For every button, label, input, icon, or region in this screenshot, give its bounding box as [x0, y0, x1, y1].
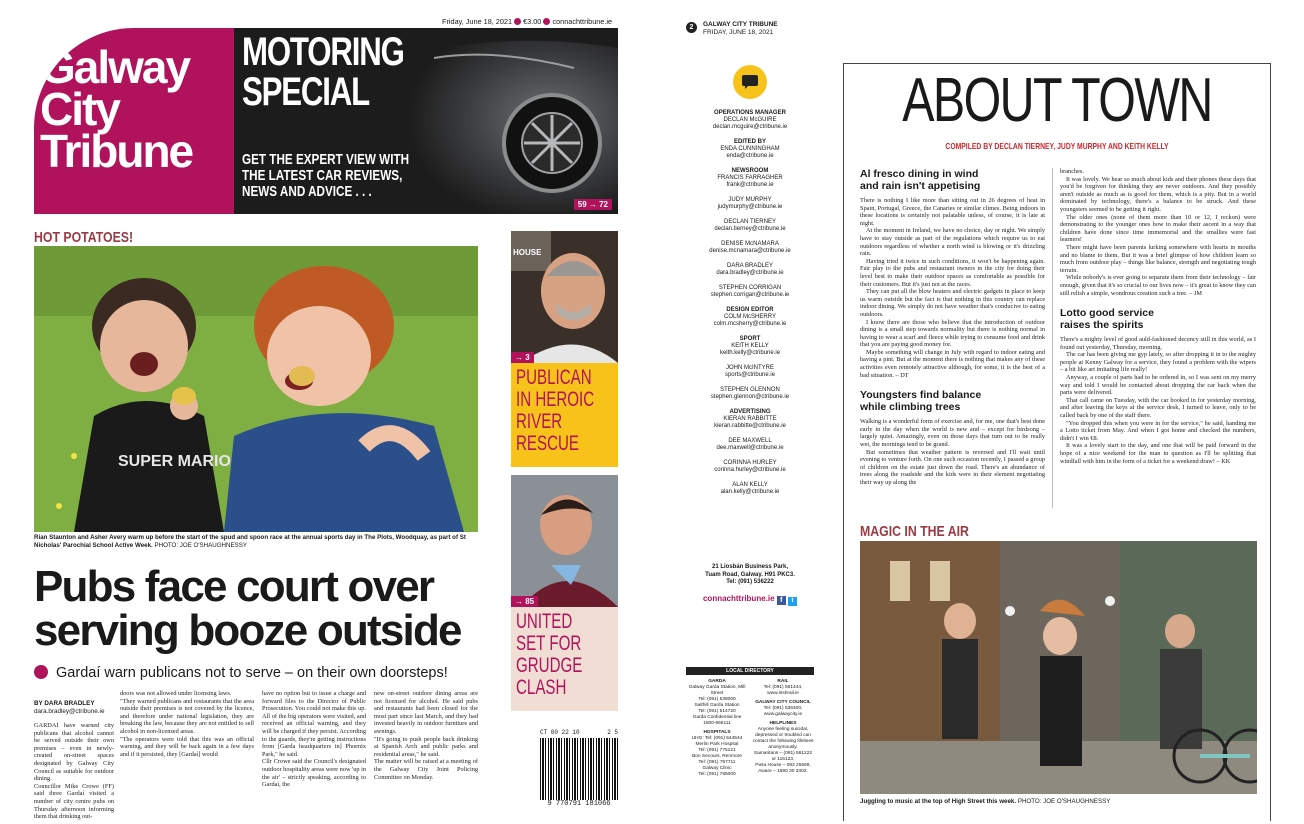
about-town-title: ABOUT TOWN — [902, 66, 1212, 135]
staff-email[interactable]: corinna.hurley@ctribune.ie — [714, 467, 786, 473]
staff-name: STEPHEN CORRIGAN — [718, 285, 782, 291]
staff-name: JUDY MURPHY — [728, 197, 772, 203]
staff-entry — [686, 460, 814, 474]
magic-caption: Juggling to music at the top of High Street this week. PHOTO: JOE O'SHAUGHNESSY — [860, 798, 1111, 805]
banner-title-line: SPECIAL — [242, 70, 370, 114]
staff-name: ENDA CUNNINGHAM — [720, 146, 780, 152]
staff-email[interactable]: denise.mcnamara@ctribune.ie — [709, 248, 791, 254]
lead-headline[interactable]: Pubs face court over serving booze outside — [34, 562, 461, 655]
staff-entry — [686, 365, 814, 379]
staff-email[interactable]: enda@ctribune.ie — [726, 153, 774, 159]
staff-entry — [686, 139, 814, 160]
staff-name: KEITH KELLY — [731, 343, 769, 349]
staff-title: DESIGN EDITOR — [726, 307, 774, 313]
banner-page-ref: 59 → 72 — [574, 199, 612, 210]
teaser-page-ref: → 85 — [511, 596, 538, 607]
masthead — [34, 28, 234, 214]
staff-entry — [686, 241, 814, 255]
staff-email[interactable]: judymurphy@ctribune.ie — [717, 204, 783, 210]
staff-name: STEPHEN GLENNON — [720, 387, 780, 393]
staff-list — [686, 110, 814, 504]
shirt-text: SUPER MARIO — [118, 453, 231, 470]
staff-name: DECLAN McGUIRE — [723, 117, 777, 123]
twitter-icon[interactable]: t — [788, 597, 797, 606]
lead-col-3: have no option but to issue a charge and forward files to the Director of Public Prosecution. You could not make this up. All of the big operators were visited, and received an official warning, and they will be charged if they persist. According to the guards, they're getting instructions from [Garda headquarters in] Phoenix Park," he said. Cllr Crowe said the Council's designated outdoor hospitality areas were now 'up in the air' – strictly speaking, according to Gardaí, the — [262, 690, 366, 789]
lead-col-2: doors was not allowed under licensing laws. "They warned publicans and restaurants that the area outside their premises is not covered by the licence, and therefore under national legislation, they are breaking the law, because they are not entitled to sell alcohol in non-licensed areas. "The operators were told that this was an official warning, and they will be back again in a few days and if it persisted, they [Gardaí] would — [120, 690, 254, 758]
staff-email[interactable]: alan.kelly@ctribune.ie — [720, 489, 780, 495]
teaser-photo — [511, 231, 618, 363]
banner-sub-line: NEWS AND ADVICE . . . — [242, 183, 372, 200]
staff-name: DENISE McNAMARA — [721, 241, 779, 247]
staff-name: DECLAN TIERNEY — [724, 219, 776, 225]
item-headline: Lotto good service raises the spirits — [1060, 307, 1154, 332]
teaser-photo — [511, 475, 618, 607]
lead-col-1: GARDAÍ have warned city publicans that alcohol cannot be served outside their own premises – even in newly-created on-street spaces designated by Galway City Council as suitable for outdoor dining. Councillor Mike Crowe (FF) said three Gardaí visited a number of city centre pubs on Thursday afternoon informing them that drinking out- — [34, 722, 114, 821]
staff-email[interactable]: frank@ctribune.ie — [726, 182, 774, 188]
lead-standfirst: Gardaí warn publicans not to serve – on their own doorsteps! — [34, 664, 504, 682]
compiled-by: COMPILED BY DECLAN TIERNEY, JUDY MURPHY AND KEITH KELLY — [945, 141, 1169, 151]
staff-name: ALAN KELLY — [732, 482, 768, 488]
masthead-word: City — [40, 83, 119, 135]
staff-email[interactable]: kieran.rabbitte@ctribune.ie — [714, 423, 786, 429]
item-headline: Youngsters find balance while climbing trees — [860, 389, 982, 414]
staff-entry — [686, 438, 814, 452]
page-number: 2 — [686, 22, 697, 33]
staff-name: COLM McSHERRY — [724, 314, 776, 320]
site-link[interactable]: connachttribune.ie f t — [686, 594, 814, 606]
bullet-dot-icon — [34, 665, 48, 679]
staff-email[interactable]: dee.maxwell@ctribune.ie — [716, 445, 784, 451]
staff-email[interactable]: dara.bradley@ctribune.ie — [716, 270, 784, 276]
folio: GALWAY CITY TRIBUNE FRIDAY, JUNE 18, 2021 — [703, 21, 778, 36]
address: 21 Liosbán Business Park, Tuam Road, Galway. H91 PKC3. Tel: (091) 536222 — [705, 564, 795, 585]
banner-sub-line: GET THE EXPERT VIEW WITH — [242, 151, 410, 168]
barcode-bars — [540, 738, 618, 800]
staff-name: JOHN McINTYRE — [726, 365, 774, 371]
facebook-icon[interactable]: f — [777, 596, 786, 605]
magic-photo[interactable] — [860, 541, 1257, 794]
staff-entry — [686, 336, 814, 357]
bullet-dot-icon — [543, 18, 550, 25]
motoring-banner[interactable] — [234, 28, 618, 214]
staff-email[interactable]: sports@ctribune.ie — [724, 372, 776, 378]
pub-sign-text: HOUSE — [513, 248, 542, 257]
bullet-dot-icon — [514, 18, 521, 25]
staff-entry — [686, 110, 814, 131]
item-headline: Al fresco dining in wind and rain isn't appetising — [860, 168, 981, 192]
staff-title: SPORT — [739, 336, 761, 342]
staff-email[interactable]: stephen.glennon@ctribune.ie — [710, 394, 790, 400]
staff-entry — [686, 285, 814, 299]
dateline: Friday, June 18, 2021 €3.00 connachttribune.ie — [442, 17, 613, 26]
directory-right: RAIL Tel: (091) 561444, www.irishrail.ie GALWAY CITY COUNCIL Tel: (091) 536400, www.galwaycity.ie HELPLINES Anyone feeling suicidal, depressed or troubled can contact the following lifelines anonymously. Samaritans – (091) 561222 or 116123, Pieta House – 083 25599, Aware – 1890 30 3302. — [752, 679, 814, 774]
staff-entry — [686, 168, 814, 189]
barcode: CT 00 22 10 2 5 9 770791 181066 — [540, 729, 618, 808]
staff-title: ADVERTISING — [729, 409, 771, 415]
teaser-headline: UNITED SET FOR GRUDGE CLASH — [511, 607, 618, 711]
staff-entry — [686, 387, 814, 401]
hot-potatoes-caption: Rian Staunton and Asher Avery warm up before the start of the spud and spoon race at the annual sports day in The Plots, Woodquay, as part of St Nicholas' Parochial School Active Week. PHOTO: JOE O'SHAUGHNESSY — [34, 534, 466, 549]
about-col-2: branches. It was lovely. We hear so much about kids and their phones these days that you'd be forgiven for thinking they are never outdoors. And they possibly aren't outside as much as is good for them, which is a pity. But in a world dominated by technology, there's a balance to be struck. And these youngsters seemed to be getting it right. The older ones (none of them more than 10 or 12, I reckon) were demonstrating to the younger ones how to make their ascent in a way that children have done since time immemorial and the smallies were fast learners! There might have been parents lurking somewhere with hearts in mouths and no blame to them. But it was a brief glimpse of how children learn so much from outdoor play – things like balance, strength and negotiating tough terrain. While nobody's is ever going to separate them from their technology – fair enough, given that it's so crucial to our lives now – it's great to know they can still relish a simple, wondrous creation such a tree. – JM Lotto good service raises the spirits There's a mighty level of good auld-fashioned decency still in this world, as I found out yesterday, Thursday, morning. The car has been giving me gyp lately, so after dropping it in to the mighty people at Kenny Galway for a service, they found a problem with the wipers – a bit like art imitating life really! Anyway, a couple of parts had to be ordered in, so I was sent on my merry way and told I would be contacted about dropping the car back when the parts were delivered. That call came on Tuesday, with the car booked in for yesterday morning, and after leaving the keys at the service desk, I turned to leave, only to be called back by one of the staff there. "You dropped this when you were in for the service," he said, handing me a Lotto ticket from May. And when I got home and checked the numbers, didn't I win €8. It was a lovely start to the day, and one that will be paid forward in the hope of a nice weekend for the man in question as I'll be splitting that windfall with him in the form of a ticket for a weekend draw! – KK — [1060, 168, 1256, 465]
staff-email[interactable]: declan.tierney@ctribune.ie — [714, 226, 786, 232]
lead-byline: BY DARA BRADLEY dara.bradley@ctribune.ie — [34, 700, 105, 715]
column-rule — [1052, 168, 1053, 508]
staff-entry — [686, 307, 814, 328]
staff-entry — [686, 482, 814, 496]
staff-entry — [686, 263, 814, 277]
staff-name: FRANCIS FARRAGHER — [717, 175, 783, 181]
staff-email[interactable]: stephen.corrigan@ctribune.ie — [710, 292, 790, 298]
staff-entry — [686, 409, 814, 430]
directory-title: LOCAL DIRECTORY — [686, 667, 814, 675]
staff-name: KIERAN RABBITTE — [723, 416, 777, 422]
magic-kicker: MAGIC IN THE AIR — [860, 523, 969, 540]
speech-bubble-icon — [733, 65, 767, 99]
staff-email[interactable]: colm.mcsherry@ctribune.ie — [713, 321, 787, 327]
staff-email[interactable]: keith.kelly@ctribune.ie — [719, 350, 781, 356]
teaser-page-ref: → 3 — [511, 352, 534, 363]
photo-scene — [860, 541, 1257, 794]
masthead-word: Galway — [40, 41, 190, 93]
photo-scene — [34, 246, 478, 532]
staff-name: DEE MAXWELL — [728, 438, 772, 444]
staff-title: EDITED BY — [733, 139, 766, 145]
hot-potatoes-photo[interactable] — [34, 246, 478, 532]
staff-entry — [686, 219, 814, 233]
staff-entry — [686, 197, 814, 211]
local-directory — [686, 667, 814, 817]
staff-name: CORINNA HURLEY — [723, 460, 777, 466]
banner-title-line: MOTORING — [242, 30, 404, 74]
hot-potatoes-kicker: HOT POTATOES! — [34, 229, 134, 246]
staff-title: NEWSROOM — [731, 168, 769, 174]
staff-name: DARA BRADLEY — [726, 263, 774, 269]
masthead-word: Tribune — [40, 125, 193, 177]
teaser-united[interactable] — [511, 475, 618, 711]
teaser-publican[interactable] — [511, 231, 618, 467]
staff-email[interactable]: declan.mcguire@ctribune.ie — [712, 124, 788, 130]
teaser-headline: PUBLICAN IN HEROIC RIVER RESCUE — [511, 363, 618, 467]
directory-left: GARDA Galway Garda Station, Mill Street Tel: (091) 538000 Salthill Garda Station Tel: (091) 514720 Garda Confidential line 1800-666111 HOSPITALS UHG: Tel: (091) 544544 Merlin Park Hospital Tel: (091) 775121 Bon Secours, Renmore Tel: (091) 757711 Galway Clinic Tel: (091) 785000 — [688, 679, 746, 777]
about-col-1: Al fresco dining in wind and rain isn't appetising There is nothing I like more than sitting out in 26 degrees of heat in Spain, Portugal, Greece, the Canaries or similar climes. Being indoors in these locations is certainly not palatable unless, of course, it is late at night. At the moment in Ireland, we have no choice, day or night. We simply have to stay outside as part of the regulations which require us to eat outdoors regardless of whether a north wind is blowing or it's drizzling rain. Having tried it twice in such conditions, it won't be happening again. Fair play to the pubs and restaurant owners in the city for doing their level best to make their outdoor spaces as comfortable as possible for their customers. But it's just not at the races. They can put all the blow heaters and electric gadgets in place to keep us warm outside but the fact is that nothing in this country can replace indoor dining. We simply do not have weather that's conducive to eating outdoors. I know there are those who believe that the introduction of outdoor dining is a small step towards normality but there is nothing normal in having to wear a scarf and fleece while trying to consume food and drink that you are paying good money for. Maybe something will change in July with regard to indoor eating and having a pint. But at the moment there is nothing that makes any of these activities even remotely attractive although, for some, it is the best of a bad situation. – DT Youngsters find balance while climbing trees Walking is a wonderful form of exercise and, for me, one that's best done early in the day when the world is new and – except for birdsong – largely quiet. Amazingly, even on those days that turn out to be really wet, the mornings tend to be grand. But sometimes that weather pattern is reversed and I'll wait until evening to venture forth. On one such occasion recently, I passed a group of children on the estate just down the road. There's an abundance of trees along the roadside and the kids were in their element negotiating their way up along the — [860, 168, 1045, 486]
staff-title: OPERATIONS MANAGER — [714, 110, 786, 116]
banner-sub-line: THE LATEST CAR REVIEWS, — [242, 167, 403, 184]
lead-col-4: new on-street outdoor dining areas are not licensed for alcohol. He said pubs and restaurants had been closed for the most part since last March, and they had invested heavily in outdoor furniture and awnings. "It's going to push people back drinking at Spanish Arch and public parks and residential areas," he said. The matter will be raised at a meeting of the Galway City Joint Policing Committee on Monday. — [374, 690, 478, 781]
